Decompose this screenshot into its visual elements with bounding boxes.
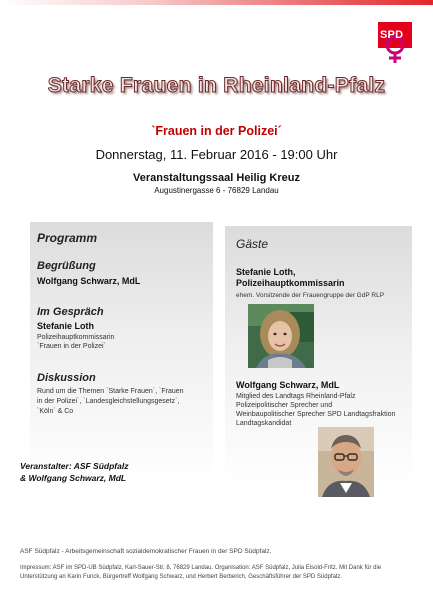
begruessung-name: Wolfgang Schwarz, MdL: [37, 276, 141, 286]
guest2-line2: Polizeipolitischer Sprecher und: [236, 402, 333, 409]
headline: Starke Frauen in Rheinland-Pfalz: [47, 74, 386, 97]
guest1-name: Stefanie Loth,: [236, 267, 296, 277]
gespraech-line2: `Frauen in der Polizei`: [37, 343, 106, 350]
guest2-name: Wolfgang Schwarz, MdL: [236, 380, 340, 390]
imprint: [20, 564, 415, 582]
spd-logo: [378, 22, 412, 62]
imprint-line1: Impressum: ASF im SPD-UB Südpfalz, Karl-Sauer-Str. 8, 76829 Landau. Organisation: ASF Südpfalz, Julia Eisold-Fritz. Mit Dank für die: [20, 565, 382, 571]
stefanie-loth-photo: [248, 304, 314, 368]
event-venue: Veranstaltungssaal Heilig Kreuz: [133, 172, 300, 184]
top-accent-bar: [0, 0, 433, 5]
event-address: Augustinergasse 6 - 76829 Landau: [154, 186, 279, 195]
guest1-role: Polizeihauptkommissarin: [236, 278, 345, 288]
gaeste-title: Gäste: [236, 237, 269, 251]
diskussion-title: Diskussion: [37, 372, 96, 384]
gespraech-name: Stefanie Loth: [37, 321, 95, 331]
diskussion-line2: in der Polizei`, `Landesgleichstellungsgesetz`,: [37, 398, 180, 405]
gespraech-title: Im Gespräch: [37, 306, 104, 318]
guest2-line1: Mitglied des Landtags Rheinland-Pfalz: [236, 393, 356, 400]
diskussion-line1: Rund um die Themen `Starke Frauen`, `Frauen: [37, 388, 184, 395]
diskussion-line3: `Köln` & Co: [37, 408, 74, 415]
spd-logo-text: SPD: [380, 29, 404, 41]
begruessung-title: Begrüßung: [37, 260, 96, 272]
guest2-line4: Landtagskandidat: [236, 420, 292, 427]
guest1-desc: ehem. Vorsitzende der Frauengruppe der GdP RLP: [236, 292, 385, 299]
event-subtitle: `Frauen in der Polizei´: [151, 124, 282, 138]
organizer: [20, 460, 128, 484]
programm-title: Programm: [37, 231, 98, 245]
organizer-line1: Veranstalter: ASF Südpfalz: [20, 461, 129, 471]
footer-asf-line: ASF Südpfalz - Arbeitsgemeinschaft sozialdemokratischer Frauen in der SPD Südpfalz.: [20, 548, 272, 555]
imprint-line2: Unterstützung an Karin Funck, Bürgertreff Wolfgang Schwarz, und Herbert Berberich, Geschäftsführer der SPD Südpfalz.: [20, 574, 342, 580]
gespraech-line1: Polizeihauptkommissarin: [37, 334, 115, 341]
guest2-line3: Weinbaupolitischer Sprecher SPD Landtagsfraktion: [236, 411, 396, 418]
wolfgang-schwarz-photo: [318, 427, 374, 497]
organizer-line2: & Wolfgang Schwarz, MdL: [20, 473, 127, 483]
event-date: Donnerstag, 11. Februar 2016 - 19:00 Uhr: [95, 147, 338, 162]
